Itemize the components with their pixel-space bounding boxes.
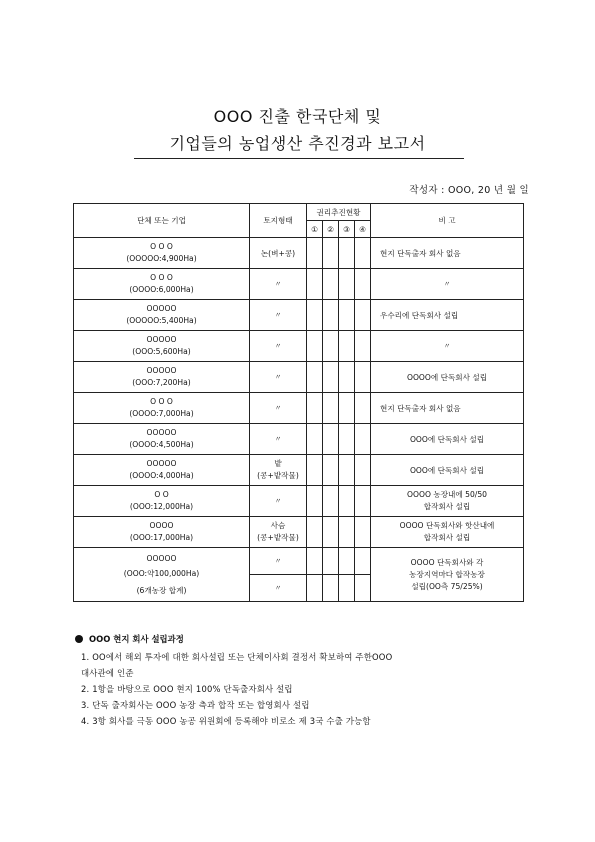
unit-cell — [74, 517, 250, 548]
unit-area: (OOOO:4,500Ha) — [129, 440, 194, 449]
rights-cell — [323, 455, 339, 486]
bullet-icon — [75, 635, 83, 643]
rights-cell — [307, 393, 323, 424]
document-title-line1: OOO 진출 한국단체 및 — [213, 107, 382, 126]
land-type-cell: 〃 — [250, 575, 307, 602]
rights-cell — [323, 269, 339, 300]
unit-name: O O O — [150, 242, 173, 251]
rights-cell — [307, 269, 323, 300]
rights-cell — [339, 238, 355, 269]
table-row — [74, 331, 524, 362]
rights-cell — [307, 455, 323, 486]
remark-line: OOOO 단독회사와 각 — [410, 557, 484, 567]
unit-name: OOOOO — [146, 335, 177, 344]
rights-cell — [307, 238, 323, 269]
rights-cell — [323, 548, 339, 575]
process-step-continuation: 대사관에 인준 — [81, 668, 134, 678]
land-type-cell: 〃 — [250, 486, 307, 517]
header-rights-1: ① — [307, 221, 323, 238]
header-rights-status: 권리추진현황 — [307, 204, 371, 221]
table-row — [74, 517, 524, 548]
rights-cell — [307, 331, 323, 362]
header-remarks: 비 고 — [371, 204, 524, 238]
rights-cell — [355, 331, 371, 362]
unit-cell — [74, 393, 250, 424]
remark-line: 설립(OO측 75/25%) — [411, 581, 483, 591]
unit-cell — [74, 424, 250, 455]
remark-cell — [371, 486, 524, 517]
process-heading — [75, 633, 545, 645]
header-rights-3: ③ — [339, 221, 355, 238]
table-row — [74, 269, 524, 300]
rights-cell — [355, 517, 371, 548]
unit-area: (OOO:약100,000Ha) — [123, 568, 200, 578]
unit-name: OOOOO — [146, 428, 177, 437]
unit-cell — [74, 362, 250, 393]
land-type-cell: 〃 — [250, 548, 307, 575]
land-type-detail: (콩+밭작물) — [257, 533, 299, 542]
rights-cell — [339, 393, 355, 424]
unit-cell — [74, 455, 250, 486]
rights-cell — [339, 548, 355, 575]
rights-cell — [355, 455, 371, 486]
remark-cell: OOO에 단독회사 설립 — [371, 455, 524, 486]
unit-name: OOOOO — [146, 366, 177, 375]
rights-cell — [323, 424, 339, 455]
rights-cell — [355, 424, 371, 455]
land-type-cell: 〃 — [250, 269, 307, 300]
rights-cell — [355, 300, 371, 331]
rights-cell — [307, 486, 323, 517]
rights-cell — [323, 331, 339, 362]
rights-cell — [355, 548, 371, 575]
rights-cell — [355, 238, 371, 269]
rights-cell — [323, 393, 339, 424]
rights-cell — [323, 575, 339, 602]
land-type-cell: 〃 — [250, 300, 307, 331]
table-row — [74, 455, 524, 486]
header-rights-2: ② — [323, 221, 339, 238]
rights-cell — [339, 269, 355, 300]
table-row — [74, 424, 524, 455]
unit-area: (OOOOO:5,400Ha) — [126, 316, 197, 325]
process-step: 1. OO에서 해외 투자에 대한 회사설립 또는 단체이사회 결정서 확보하여 주한OOO — [81, 652, 393, 662]
table-row — [74, 300, 524, 331]
rights-cell — [307, 575, 323, 602]
unit-name: O O O — [150, 273, 173, 282]
remark-line: OOOO 농장내에 50/50 — [407, 490, 487, 499]
table-row — [74, 486, 524, 517]
land-type-cell: 〃 — [250, 424, 307, 455]
remark-cell: OOO에 단독회사 설립 — [371, 424, 524, 455]
unit-cell — [74, 269, 250, 300]
remark-line: 농장지역마다 합작농장 — [409, 569, 485, 579]
land-type-cell — [250, 517, 307, 548]
land-type-cell — [250, 455, 307, 486]
rights-cell — [355, 486, 371, 517]
table-row — [74, 362, 524, 393]
table-row — [74, 238, 524, 269]
rights-cell — [339, 517, 355, 548]
unit-name: OOOOO — [146, 304, 177, 313]
rights-cell — [307, 548, 323, 575]
unit-area: (OOO:17,000Ha) — [129, 533, 194, 542]
remark-cell: 현지 단독출자 회사 없음 — [371, 238, 524, 269]
unit-area: (OOO:5,600Ha) — [132, 347, 191, 356]
remark-cell: 우수리에 단독회사 설립 — [371, 300, 524, 331]
rights-cell — [323, 238, 339, 269]
process-heading-text: OOO 현지 회사 설립과정 — [89, 634, 184, 644]
unit-cell — [74, 548, 250, 602]
remark-cell: 〃 — [371, 269, 524, 300]
rights-cell — [307, 517, 323, 548]
land-type-cell: 〃 — [250, 331, 307, 362]
rights-cell — [355, 575, 371, 602]
progress-table — [73, 203, 524, 602]
unit-name: OOOOO — [146, 459, 177, 468]
land-type-cell: 〃 — [250, 393, 307, 424]
land-type: 밭 — [274, 459, 282, 468]
rights-cell — [355, 362, 371, 393]
land-type-cell: 논(벼+콩) — [250, 238, 307, 269]
unit-area: (OOOO:7,000Ha) — [129, 409, 194, 418]
rights-cell — [339, 300, 355, 331]
process-steps — [75, 649, 545, 729]
remark-line: OOOO 단독회사와 핫산내에 — [399, 521, 495, 530]
unit-name: O O — [154, 490, 169, 499]
author-date-line: 작성자 : OOO, 20 년 월 일 — [409, 185, 529, 196]
rights-cell — [307, 362, 323, 393]
rights-cell — [355, 269, 371, 300]
rights-cell — [355, 393, 371, 424]
unit-cell — [74, 238, 250, 269]
unit-name: OOOO — [149, 521, 174, 530]
rights-cell — [307, 424, 323, 455]
rights-cell — [339, 424, 355, 455]
unit-name: OOOOO — [146, 553, 177, 563]
unit-farm-count: (6개농장 합계) — [136, 585, 187, 595]
process-step: 4. 3항 회사를 극동 OOO 농공 위원회에 등록해야 비로소 제 3국 수출 가능함 — [81, 716, 371, 726]
establishment-process-section — [75, 633, 545, 729]
rights-cell — [339, 455, 355, 486]
remark-cell: OOOO에 단독회사 설립 — [371, 362, 524, 393]
rights-cell — [339, 486, 355, 517]
unit-area: (OOOO:6,000Ha) — [129, 285, 194, 294]
remark-cell — [371, 548, 524, 602]
remark-cell: 현지 단독출자 회사 없음 — [371, 393, 524, 424]
table-row — [74, 393, 524, 424]
rights-cell — [339, 362, 355, 393]
document-title-line2: 기업들의 농업생산 추진경과 보고서 — [169, 134, 426, 153]
header-rights-4: ④ — [355, 221, 371, 238]
title-underline — [134, 158, 464, 159]
unit-cell — [74, 331, 250, 362]
unit-area: (OOO:12,000Ha) — [129, 502, 194, 511]
land-type: 사슴 — [270, 521, 286, 530]
rights-cell — [323, 486, 339, 517]
rights-cell — [339, 331, 355, 362]
rights-cell — [339, 575, 355, 602]
land-type-detail: (콩+밭작물) — [257, 471, 299, 480]
table-row — [74, 548, 524, 575]
rights-cell — [307, 300, 323, 331]
unit-area: (OOO:7,200Ha) — [132, 378, 191, 387]
unit-name: O O O — [150, 397, 173, 406]
rights-cell — [323, 300, 339, 331]
remark-line: 합작회사 설립 — [423, 502, 471, 511]
rights-cell — [323, 362, 339, 393]
remark-cell — [371, 517, 524, 548]
process-step: 2. 1항을 바탕으로 OOO 현지 100% 단독출자회사 설립 — [81, 684, 293, 694]
unit-cell — [74, 486, 250, 517]
unit-cell — [74, 300, 250, 331]
header-land-type: 토지형태 — [250, 204, 307, 238]
header-unit: 단체 또는 기업 — [74, 204, 250, 238]
remark-cell: 〃 — [371, 331, 524, 362]
unit-area: (OOOO:4,000Ha) — [129, 471, 194, 480]
unit-area: (OOOOO:4,900Ha) — [126, 254, 197, 263]
rights-cell — [323, 517, 339, 548]
land-type-cell: 〃 — [250, 362, 307, 393]
process-step: 3. 단독 출자회사는 OOO 농장 측과 합작 또는 합영회사 설립 — [81, 700, 310, 710]
remark-line: 합작회사 설립 — [423, 533, 471, 542]
